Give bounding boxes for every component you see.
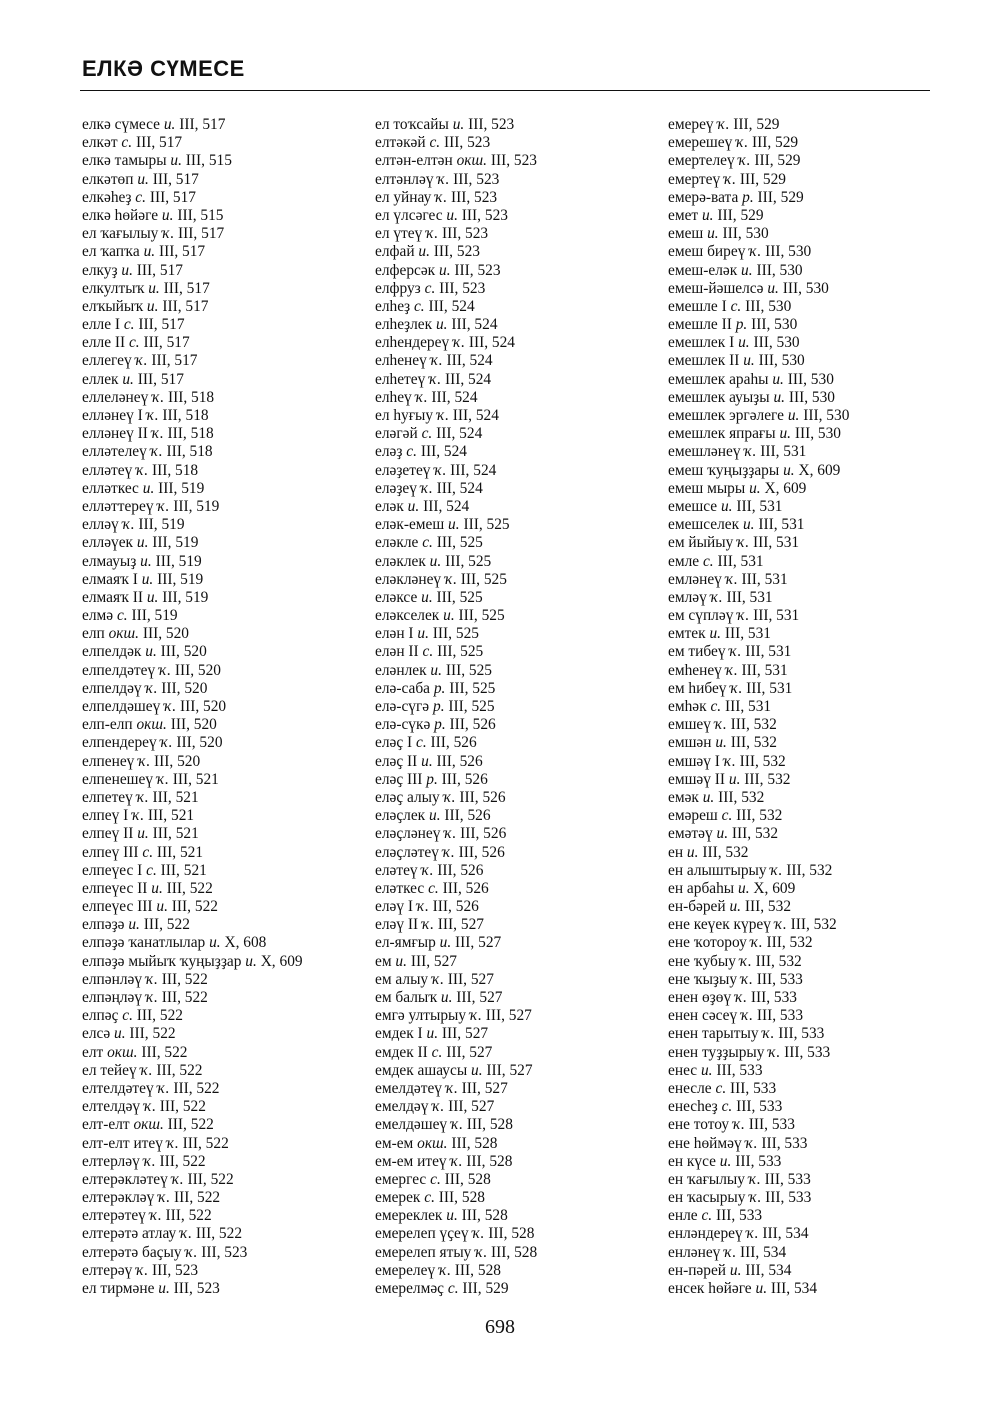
index-entry: емеш-еләк и. III, 530: [668, 261, 803, 279]
index-column-2: [375, 116, 665, 1298]
index-entry: ене тотоу ҡ. III, 533: [668, 1116, 795, 1134]
index-entry: ен ҡағылыу ҡ. III, 533: [668, 1170, 811, 1188]
index-entry: емһәк с. III, 531: [668, 698, 772, 715]
index-entry: емтек и. III, 531: [668, 625, 772, 643]
index-entry: елпеү II и. III, 521: [82, 825, 199, 843]
index-entry: елтән-елтән окш. III, 523: [375, 152, 537, 170]
index-entry: емгә ултырыу ҡ. III, 527: [375, 1007, 532, 1025]
index-entry: емешләнеү ҡ. III, 531: [668, 443, 807, 461]
index-entry: емереү ҡ. III, 529: [668, 116, 780, 133]
index-entry: емәтәү и. III, 532: [668, 825, 779, 843]
index-entry: еләҫ III р. III, 526: [375, 770, 488, 788]
index-entry: еллек и. III, 517: [82, 370, 184, 388]
page-number: 698: [485, 1316, 515, 1338]
index-entry: емеш ҡуңыҙҙары и. X, 609: [668, 461, 841, 479]
index-entry: елт-елт окш. III, 522: [82, 1116, 214, 1134]
index-entry: елкә сүмесе и. III, 517: [82, 116, 226, 133]
index-entry: елкуҙ и. III, 517: [82, 261, 183, 279]
index-entry: емергес с. III, 528: [375, 1170, 491, 1188]
index-entry: енле с. III, 533: [668, 1207, 763, 1225]
index-entry: енләнеү ҡ. III, 534: [668, 1243, 787, 1261]
index-column-3: [668, 116, 968, 1298]
index-entry: ел тоҡсайы и. III, 523: [375, 116, 515, 133]
index-entry: емеш-йәшелсә и. III, 530: [668, 279, 829, 297]
index-entry: елмауыҙ и. III, 519: [82, 552, 202, 570]
index-entry: еләкле с. III, 525: [375, 534, 483, 552]
index-entry: елтерәтеү ҡ. III, 522: [82, 1207, 212, 1225]
index-entry: ене һөймәү ҡ. III, 533: [668, 1134, 808, 1152]
index-entry: елмаяҡ I и. III, 519: [82, 570, 204, 588]
index-entry: емһенеү ҡ. III, 531: [668, 661, 788, 679]
index-entry: емерек с. III, 528: [375, 1189, 485, 1207]
index-entry: ел-ямғыр и. III, 527: [375, 934, 502, 952]
index-entry: ел уйнау ҡ. III, 523: [375, 188, 498, 206]
index-entry: елпендереү ҡ. III, 520: [82, 734, 223, 752]
index-entry: емерешеү ҡ. III, 529: [668, 134, 799, 152]
index-entry: еләҫләтеү ҡ. III, 526: [375, 843, 505, 861]
index-entry: ем сүпләү ҡ. III, 531: [668, 607, 800, 625]
index-entry: емшеү ҡ. III, 532: [668, 716, 777, 734]
index-entry: елпәҙә и. III, 522: [82, 916, 190, 934]
index-entry: ел үтеү ҡ. III, 523: [375, 225, 489, 243]
index-entry: емләнеү ҡ. III, 531: [668, 570, 788, 588]
index-entry: еләҫ алыу ҡ. III, 526: [375, 788, 506, 806]
index-column-1: [82, 116, 372, 1298]
index-entry: елләнеү I ҡ. III, 518: [82, 407, 209, 424]
index-entry: емешсе и. III, 531: [668, 497, 783, 515]
index-entry: емле с. III, 531: [668, 552, 764, 570]
index-entry: емерелеү ҡ. III, 528: [375, 1261, 501, 1279]
index-entry: елпеү III с. III, 521: [82, 843, 204, 861]
index-entry: енес и. III, 533: [668, 1061, 763, 1079]
index-entry: елтелдәү ҡ. III, 522: [82, 1098, 206, 1116]
index-entry: елпәҙә ҡанатлылар и. X, 608: [82, 934, 267, 952]
index-entry: елә-саба р. III, 525: [375, 679, 496, 697]
index-entry: емешлек I и. III, 530: [668, 334, 800, 352]
index-entry: еләк-емеш и. III, 525: [375, 516, 510, 534]
index-entry: елтерләү ҡ. III, 522: [82, 1152, 206, 1170]
index-entry: енләндереү ҡ. III, 534: [668, 1225, 809, 1243]
index-entry: емәк и. III, 532: [668, 788, 765, 806]
index-entry: елтерәү ҡ. III, 523: [82, 1261, 199, 1279]
index-entry: елләтелеү ҡ. III, 518: [82, 443, 213, 461]
index-entry: емешлек эргәлеге и. III, 530: [668, 407, 850, 424]
index-entry: елпәңләү ҡ. III, 522: [82, 989, 208, 1006]
index-entry: елһенеү ҡ. III, 524: [375, 352, 493, 370]
index-entry: емшәү II и. III, 532: [668, 770, 791, 788]
index-entry: емерелеп ятыу ҡ. III, 528: [375, 1243, 538, 1261]
index-entry: емет и. III, 529: [668, 206, 764, 224]
index-entry: елән II с. III, 525: [375, 643, 484, 661]
index-entry: елтәнләү ҡ. III, 523: [375, 170, 500, 188]
index-entry: еләтеү ҡ. III, 526: [375, 861, 484, 879]
index-entry: емерелеп үҫеү ҡ. III, 528: [375, 1225, 535, 1243]
index-entry: елт окш. III, 522: [82, 1043, 188, 1061]
index-entry: емшәү I ҡ. III, 532: [668, 752, 786, 770]
index-entry: емелдәү ҡ. III, 527: [375, 1098, 495, 1116]
index-entry: ем балыҡ и. III, 527: [375, 989, 503, 1006]
index-entry: емешселек и. III, 531: [668, 516, 805, 534]
index-entry: елсә и. III, 522: [82, 1025, 176, 1043]
index-entry: еләкләнеү ҡ. III, 525: [375, 570, 507, 588]
index-entry: елә-сүгә р. III, 525: [375, 698, 495, 715]
index-entry: елпенеү ҡ. III, 520: [82, 752, 201, 770]
index-entry: ен-бәрей и. III, 532: [668, 898, 792, 916]
index-entry: емешлек ауыҙы и. III, 530: [668, 388, 836, 406]
index-entry: еләҫ II и. III, 526: [375, 752, 483, 770]
index-entry: ем и. III, 527: [375, 952, 457, 970]
index-entry: емләү ҡ. III, 531: [668, 588, 773, 606]
index-entry: емеш мыры и. X, 609: [668, 479, 807, 497]
index-entry: ем йыйыу ҡ. III, 531: [668, 534, 800, 552]
index-entry: емәреш с. III, 532: [668, 807, 783, 825]
index-entry: елмә с. III, 519: [82, 607, 178, 625]
running-head: ЕЛКӘ СҮМЕСЕ: [82, 56, 245, 81]
index-entry: елһендереү ҡ. III, 524: [375, 334, 515, 352]
index-entry: елле I с. III, 517: [82, 316, 185, 334]
index-entry: енесле с. III, 533: [668, 1079, 777, 1097]
index-entry: ене ҡубыу ҡ. III, 532: [668, 952, 802, 970]
index-entry: ем һибеү ҡ. III, 531: [668, 679, 793, 697]
index-entry: елп-елп окш. III, 520: [82, 716, 217, 734]
index-entry: емешлек араһы и. III, 530: [668, 370, 834, 388]
index-entry: елтелдәтеү ҡ. III, 522: [82, 1079, 220, 1097]
index-entry: елләттереү ҡ. III, 519: [82, 497, 220, 515]
index-entry: емерелмәҫ с. III, 529: [375, 1280, 509, 1297]
index-entry: еллегеү ҡ. III, 517: [82, 352, 198, 370]
index-entry: елләнеү II ҡ. III, 518: [82, 425, 214, 443]
index-entry: енен тарытыу ҡ. III, 533: [668, 1025, 825, 1043]
index-entry: емдек II с. III, 527: [375, 1043, 493, 1061]
index-entry: ел үлсәгес и. III, 523: [375, 206, 508, 224]
index-entry: еләҫ I с. III, 526: [375, 734, 477, 752]
index-entry: елпелдәшеү ҡ. III, 520: [82, 698, 227, 715]
index-entry: елпенешеү ҡ. III, 521: [82, 770, 219, 788]
index-entry: елтерәтә баҫыу ҡ. III, 523: [82, 1243, 248, 1261]
index-entry: елле II с. III, 517: [82, 334, 190, 352]
index-entry: елпәҫ с. III, 522: [82, 1007, 183, 1025]
index-entry: емдек ашаусы и. III, 527: [375, 1061, 533, 1079]
index-entry: елпәҙә мыйыҡ ҡуңыҙҙар и. X, 609: [82, 952, 303, 970]
index-entry: емшән и. III, 532: [668, 734, 777, 752]
index-entry: емеш биреү ҡ. III, 530: [668, 243, 812, 261]
index-entry: елһеҙ с. III, 524: [375, 297, 475, 315]
index-entry: еләҙетеү ҡ. III, 524: [375, 461, 497, 479]
index-entry: елп окш. III, 520: [82, 625, 189, 643]
index-entry: енен өҙөү ҡ. III, 533: [668, 989, 797, 1006]
index-entry: еләнлек и. III, 525: [375, 661, 492, 679]
index-entry: еләү II ҡ. III, 527: [375, 916, 484, 934]
index-entry: ел ҡағылыу ҡ. III, 517: [82, 225, 225, 243]
index-entry: ем-ем итеү ҡ. III, 528: [375, 1152, 513, 1170]
index-entry: ел ҡапҡа и. III, 517: [82, 243, 206, 261]
index-entry: елләү ҡ. III, 519: [82, 516, 185, 534]
index-entry: елләтеү ҡ. III, 518: [82, 461, 199, 479]
index-entry: ел тейеү ҡ. III, 522: [82, 1061, 203, 1079]
index-entry: ел тирмәне и. III, 523: [82, 1280, 220, 1297]
index-entry: емешлек II и. III, 530: [668, 352, 805, 370]
index-entry: еләксе и. III, 525: [375, 588, 483, 606]
index-entry: елтерәкләү ҡ. III, 522: [82, 1189, 221, 1207]
index-entry: ене ҡыҙыу ҡ. III, 533: [668, 970, 803, 988]
index-entry: ем алыу ҡ. III, 527: [375, 970, 494, 988]
index-entry: еләҫлек и. III, 526: [375, 807, 491, 825]
index-entry: енен сәсеү ҡ. III, 533: [668, 1007, 804, 1025]
index-entry: еләк и. III, 524: [375, 497, 470, 515]
index-entry: елт-елт итеү ҡ. III, 522: [82, 1134, 229, 1152]
index-entry: ем тибеү ҡ. III, 531: [668, 643, 792, 661]
index-entry: елпәнләү ҡ. III, 522: [82, 970, 208, 988]
index-entry: елҡыйыҡ и. III, 517: [82, 297, 209, 315]
index-entry: емелдәтеү ҡ. III, 527: [375, 1079, 508, 1097]
index-entry: елфай и. III, 523: [375, 243, 480, 261]
index-entry: емереклек и. III, 528: [375, 1207, 508, 1225]
index-entry: елфруз с. III, 523: [375, 279, 486, 297]
index-entry: енсек һөйәге и. III, 534: [668, 1280, 818, 1297]
index-entry: елһетеү ҡ. III, 524: [375, 370, 492, 388]
index-entry: емеш и. III, 530: [668, 225, 769, 243]
index-entry: елпетеү ҡ. III, 521: [82, 788, 199, 806]
index-entry: елпелдәк и. III, 520: [82, 643, 207, 661]
index-entry: елләүек и. III, 519: [82, 534, 199, 552]
index-entry: еллеләнеү ҡ. III, 518: [82, 388, 215, 406]
index-entry: ен ҡасырыу ҡ. III, 533: [668, 1189, 812, 1207]
index-entry: ен арбаһы и. X, 609: [668, 879, 796, 897]
index-entry: еләҙ с. III, 524: [375, 443, 467, 461]
index-entry: емешле I с. III, 530: [668, 297, 792, 315]
index-entry: енен туҙҙырыу ҡ. III, 533: [668, 1043, 831, 1061]
index-entry: емертеү ҡ. III, 529: [668, 170, 786, 188]
index-entry: елкәтөп и. III, 517: [82, 170, 199, 188]
index-entry: еләҫләнеү ҡ. III, 526: [375, 825, 507, 843]
index-entry: еләгәй с. III, 524: [375, 425, 483, 443]
index-entry: емелдәшеү ҡ. III, 528: [375, 1116, 513, 1134]
index-entry: елтерәкләтеү ҡ. III, 522: [82, 1170, 234, 1188]
index-entry: елмаяҡ II и. III, 519: [82, 588, 209, 606]
index-entry: елпеүес I с. III, 521: [82, 861, 207, 879]
index-entry: еләклек и. III, 525: [375, 552, 492, 570]
index-entry: емешлек япрағы и. III, 530: [668, 425, 841, 443]
index-entry: енесһеҙ с. III, 533: [668, 1098, 783, 1116]
index-entry: ен күсе и. III, 533: [668, 1152, 782, 1170]
index-entry: емешле II р. III, 530: [668, 316, 798, 334]
index-entry: емерә-вата р. III, 529: [668, 188, 804, 206]
index-entry: еләҙеү ҡ. III, 524: [375, 479, 483, 497]
index-entry: еләкселек и. III, 525: [375, 607, 505, 625]
index-entry: ене кеүек күреү ҡ. III, 532: [668, 916, 837, 934]
index-entry: елтерәтә атлау ҡ. III, 522: [82, 1225, 243, 1243]
index-entry: ем-ем окш. III, 528: [375, 1134, 498, 1152]
index-entry: елкә һөйәге и. III, 515: [82, 206, 224, 224]
index-entry: елһеҙлек и. III, 524: [375, 316, 498, 334]
index-entry: ен и. III, 532: [668, 843, 749, 861]
index-entry: елпеү I ҡ. III, 521: [82, 807, 195, 825]
index-entry: емертелеү ҡ. III, 529: [668, 152, 801, 170]
index-entry: еләткес с. III, 526: [375, 879, 489, 897]
index-entry: ен-пәрей и. III, 534: [668, 1261, 792, 1279]
index-entry: елкәт с. III, 517: [82, 134, 183, 152]
index-entry: емдек I и. III, 527: [375, 1025, 489, 1043]
index-entry: ел һуғыу ҡ. III, 524: [375, 407, 499, 424]
index-entry: ен алыштырыу ҡ. III, 532: [668, 861, 833, 879]
index-entry: елкәһеҙ с. III, 517: [82, 188, 196, 206]
index-entry: елкултыҡ и. III, 517: [82, 279, 210, 297]
index-entry: елферсәк и. III, 523: [375, 261, 501, 279]
index-entry: елпеүес III и. III, 522: [82, 898, 218, 916]
index-entry: елтәкәй с. III, 523: [375, 134, 491, 152]
index-entry: еләү I ҡ. III, 526: [375, 898, 479, 916]
index-entry: ене ҡотороу ҡ. III, 532: [668, 934, 813, 952]
index-entry: елпеүес II и. III, 522: [82, 879, 213, 897]
index-entry: елән I и. III, 525: [375, 625, 479, 643]
index-entry: елә-сүкә р. III, 526: [375, 716, 496, 734]
index-entry: елпелдәтеү ҡ. III, 520: [82, 661, 222, 679]
index-entry: елпелдәү ҡ. III, 520: [82, 679, 208, 697]
index-entry: елһеү ҡ. III, 524: [375, 388, 478, 406]
index-entry: елкә тамыры и. III, 515: [82, 152, 232, 170]
header-rule: [80, 90, 930, 91]
index-entry: елләткес и. III, 519: [82, 479, 205, 497]
